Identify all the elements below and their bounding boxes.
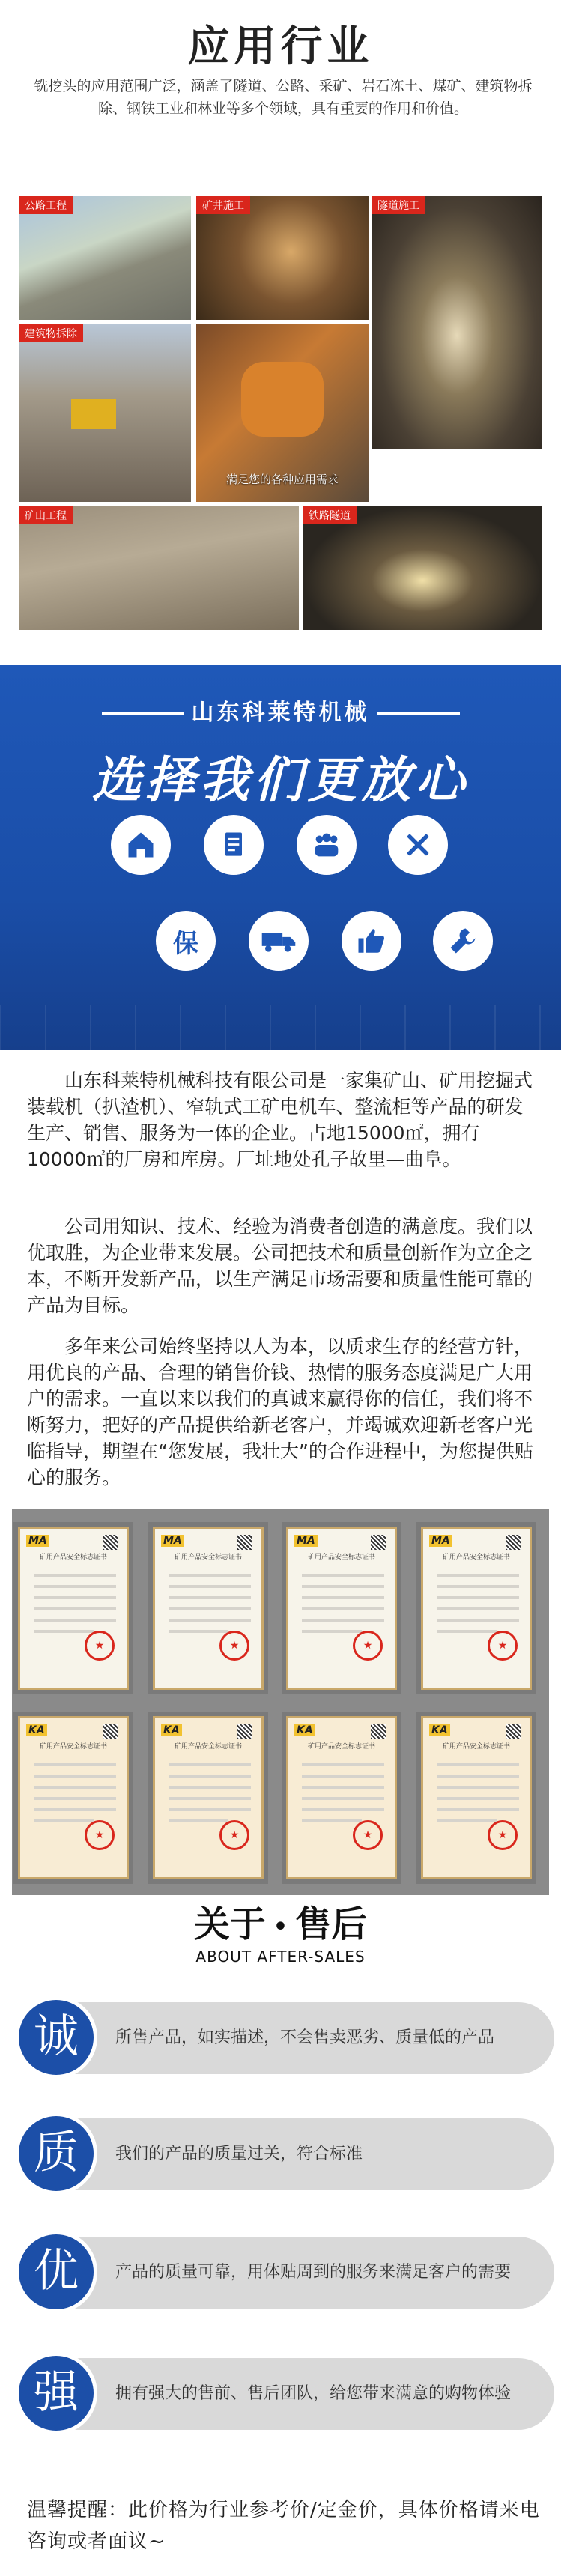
certificate-ma-4: MA 矿用产品安全标志证书 ★	[416, 1522, 536, 1694]
item-text: 我们的产品的质量过关，符合标准	[115, 2145, 363, 2163]
industry-description: 铣挖头的应用范围广泛，涵盖了隧道、公路、采矿、岩石冻土、煤矿、建筑物拆除、钢铁工业和林业等多个领域，具有重要的作用和价值。	[34, 78, 533, 117]
home-icon	[111, 815, 171, 875]
thumbs-up-icon	[342, 911, 401, 971]
about-paragraph-3: 多年来公司始终坚持以人为本，以质求生存的经营方针，用优良的产品、合理的销售价钱、热情的服务态度满足广大用户的需求。一直以来以我们的真诚来赢得你的信任，我们将不断努力，把好的产品提供给新老客户，并竭诚欢迎新老客户光临指导，期望在“您发展，我壮大”的合作进程中，为您提供贴心的服务。	[27, 1336, 533, 1488]
banner-floor	[0, 1005, 561, 1050]
photo-tag: 铁路隧道	[303, 506, 357, 524]
after-sales-subtitle: ABOUT AFTER-SALES	[195, 1948, 366, 1966]
item-text: 产品的质量可靠，用体贴周到的服务来满足客户的需要	[115, 2263, 512, 2282]
certificate-ka-3: KA 矿用产品安全标志证书 ★	[282, 1712, 401, 1884]
after-sales-item-honesty	[15, 1996, 539, 2079]
item-badge: 诚	[15, 1996, 97, 2079]
about-paragraph-2: 公司用知识、技术、经验为消费者创造的满意度。我们以优取胜，为企业带来发展。公司把技术和质量创新作为立企之本，不断开发新产品，以生产满足市场需要和质量性能可靠的产品为目标。	[27, 1216, 533, 1316]
certificate-ma-1: MA 矿用产品安全标志证书 ★	[13, 1522, 133, 1694]
after-sales-title: 关于 • 售后	[193, 1903, 368, 1945]
banner-slogan: 选择我们更放心	[91, 751, 470, 809]
certificate-ka-2: KA 矿用产品安全标志证书 ★	[148, 1712, 268, 1884]
guarantee-icon: 保	[156, 911, 216, 971]
photo-mine-shaft	[196, 196, 369, 320]
team-icon	[297, 815, 357, 875]
item-text: 拥有强大的售前、售后团队，给您带来满意的购物体验	[115, 2384, 512, 2403]
item-badge: 质	[15, 2112, 97, 2195]
promo-banner	[0, 665, 561, 1050]
tools-icon	[388, 815, 448, 875]
photo-tag: 隧道施工	[372, 196, 425, 214]
milling-head-shape	[241, 362, 324, 437]
item-text: 所售产品，如实描述，不会售卖恶劣、质量低的产品	[115, 2028, 495, 2047]
document-icon	[204, 815, 264, 875]
banner-company: 山东科莱特机械	[0, 694, 561, 727]
photo-tag: 矿山工程	[19, 506, 73, 524]
certificate-ka-4: KA 矿用产品安全标志证书 ★	[416, 1712, 536, 1884]
wrench-icon	[433, 911, 493, 971]
delivery-icon	[249, 911, 309, 971]
photo-highway	[19, 196, 191, 320]
photo-tag: 建筑物拆除	[19, 324, 83, 342]
item-badge: 强	[15, 2352, 97, 2434]
photo-caption: 满足您的各种应用需求	[225, 473, 339, 486]
photo-mining	[19, 506, 299, 630]
excavator-shape	[71, 399, 116, 429]
after-sales-item-quality	[15, 2112, 539, 2195]
photo-railway-tunnel	[303, 506, 542, 630]
photo-demolition	[19, 324, 191, 502]
photo-tag: 矿井施工	[196, 196, 250, 214]
certificate-ka-1: KA 矿用产品安全标志证书 ★	[13, 1712, 133, 1884]
after-sales-item-excellence	[15, 2231, 539, 2313]
about-paragraph-1: 山东科莱特机械科技有限公司是一家集矿山、矿用挖掘式装载机（扒渣机）、窄轨式工矿电机车、整流柜等产品的研发生产、销售、服务为一体的企业。占地15000㎡，拥有10000㎡的厂房和库房。厂址地处孔子故里—曲阜。	[27, 1070, 533, 1170]
industry-title: 应用行业	[187, 22, 374, 71]
after-sales-item-strength	[15, 2352, 539, 2434]
price-tip: 温馨提醒：此价格为行业参考价/定金价，具体价格请来电咨询或者面议~	[27, 2499, 540, 2553]
item-badge: 优	[15, 2231, 97, 2313]
certificate-ma-2: MA 矿用产品安全标志证书 ★	[148, 1522, 268, 1694]
photo-tunnel	[372, 196, 542, 449]
photo-milling-head	[196, 324, 369, 502]
photo-tag: 公路工程	[19, 196, 73, 214]
certificate-ma-3: MA 矿用产品安全标志证书 ★	[282, 1522, 401, 1694]
